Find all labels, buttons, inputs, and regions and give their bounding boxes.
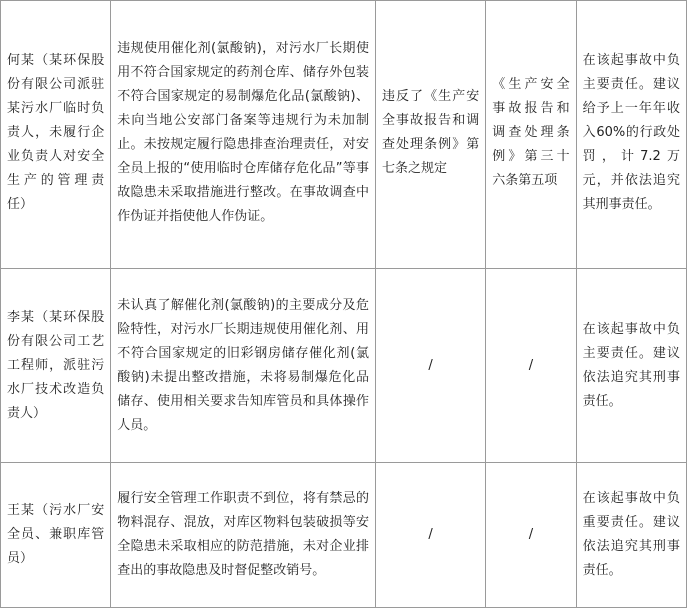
- table-row: [1, 463, 687, 608]
- table-row: [1, 269, 687, 463]
- table-row: [1, 1, 687, 269]
- person-cell: 王某（污水厂安全员、兼职库管员）: [1, 463, 111, 608]
- violation-cell: 违反了《生产安全事故报告和调查处理条例》第七条之规定: [375, 1, 485, 269]
- advice-cell: 在该起事故中负主要责任。建议依法追究其刑事责任。: [576, 269, 686, 463]
- basis-cell: 《生产安全事故报告和调查处理条例》第三十六条第五项: [486, 1, 576, 269]
- advice-cell: 在该起事故中负重要责任。建议依法追究其刑事责任。: [576, 463, 686, 608]
- advice-cell: 在该起事故中负主要责任。建议给予上一年年收入60%的行政处罚，计7.2万元，并依法追究其刑事责任。: [576, 1, 686, 269]
- violation-cell: /: [375, 269, 485, 463]
- facts-cell: 违规使用催化剂(氯酸钠)，对污水厂长期使用不符合国家规定的药剂仓库、储存外包装不符合国家规定的易制爆危化品(氯酸钠)、未向当地公安部门备案等违规行为未加制止。未按规定履行隐患排查治理责任，对安全员上报的“使用临时仓库储存危化品”等事故隐患未采取措施进行整改。在事故调查中作伪证并指使他人作伪证。: [111, 1, 376, 269]
- basis-cell: /: [486, 463, 576, 608]
- facts-cell: 未认真了解催化剂(氯酸钠)的主要成分及危险特性，对污水厂长期违规使用催化剂、用不符合国家规定的旧彩钢房储存催化剂(氯酸钠)未提出整改措施，未将易制爆危化品储存、使用相关要求告知库管员和具体操作人员。: [111, 269, 376, 463]
- facts-cell: 履行安全管理工作职责不到位，将有禁忌的物料混存、混放，对库区物料包装破损等安全隐患未采取相应的防范措施，未对企业排查出的事故隐患及时督促整改销号。: [111, 463, 376, 608]
- person-cell: 何某（某环保股份有限公司派驻某污水厂临时负责人，未履行企业负责人对安全生产的管理责任）: [1, 1, 111, 269]
- violation-cell: /: [375, 463, 485, 608]
- basis-cell: /: [486, 269, 576, 463]
- person-cell: 李某（某环保股份有限公司工艺工程师，派驻污水厂技术改造负责人）: [1, 269, 111, 463]
